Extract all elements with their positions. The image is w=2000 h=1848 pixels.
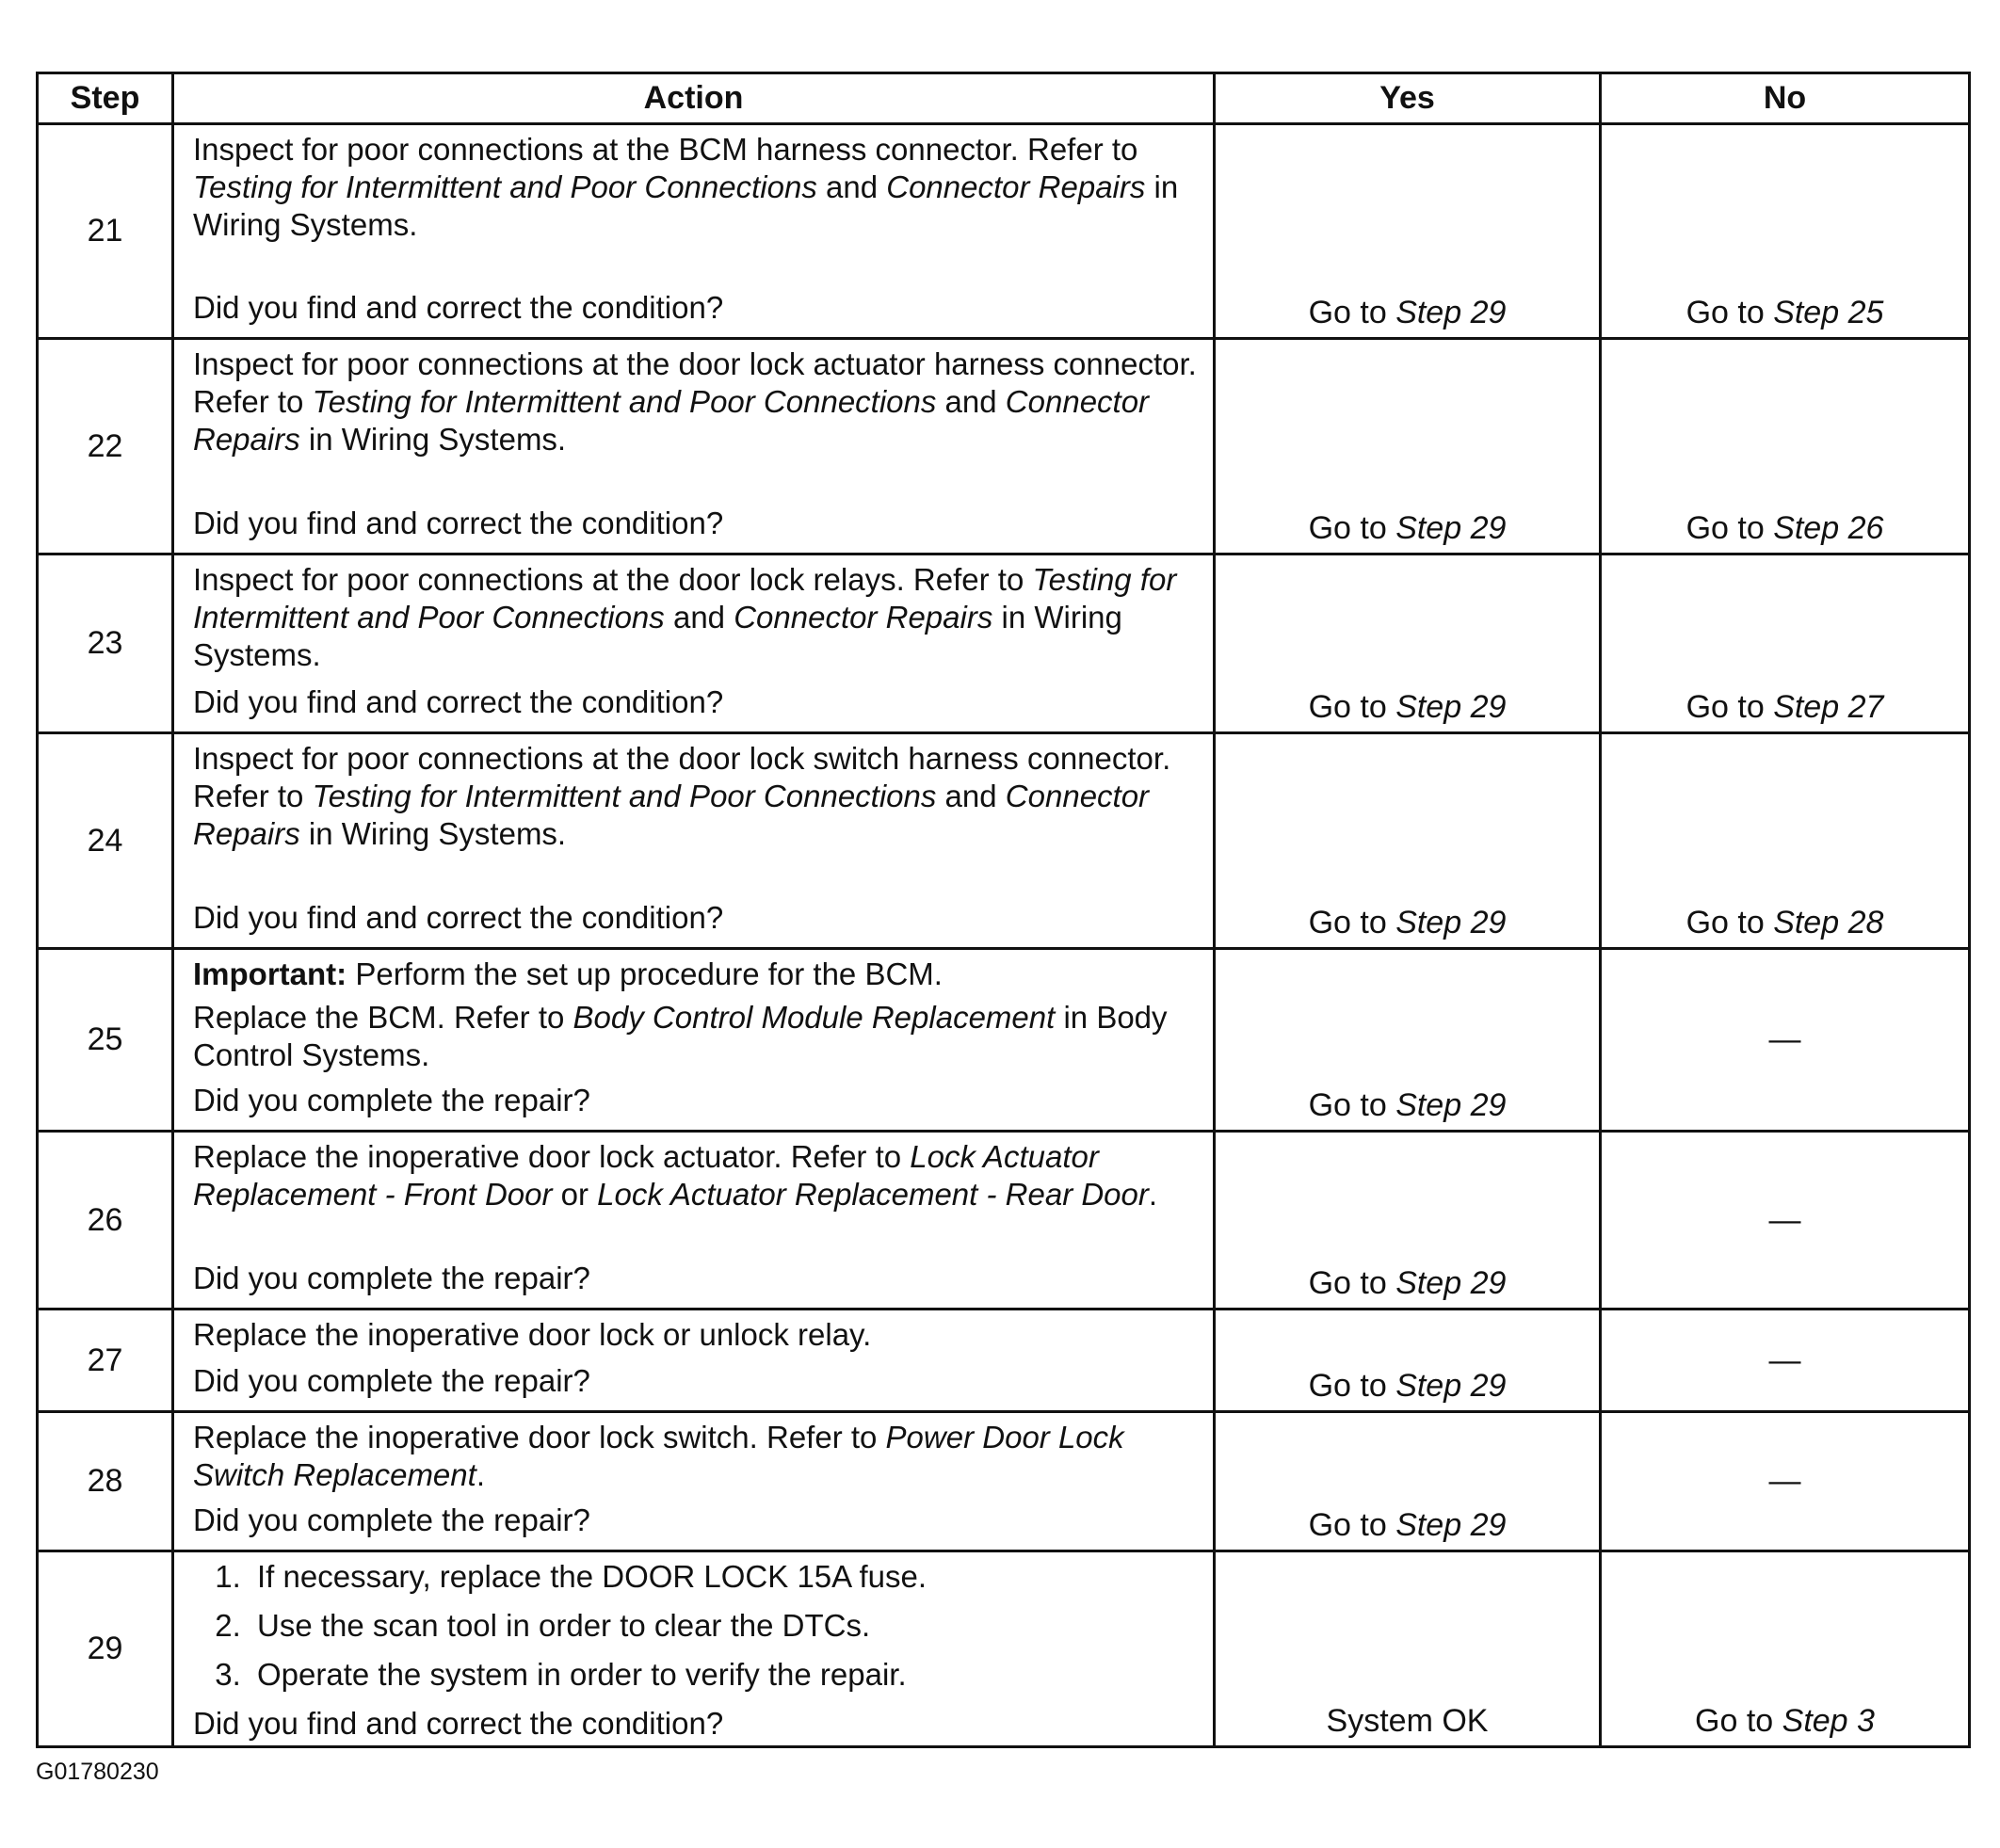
action-question: Did you complete the repair? <box>193 1083 590 1117</box>
italic-reference: Body Control Module Replacement <box>573 1000 1056 1035</box>
figure-id: G01780230 <box>36 1759 159 1785</box>
action-cell <box>173 1132 1215 1310</box>
action-cell <box>173 1551 1215 1747</box>
text-run: and <box>664 600 734 635</box>
action-paragraph <box>193 1419 1200 1494</box>
italic-reference: Step 3 <box>1782 1703 1875 1739</box>
text-run: Inspect for poor connections at the door lock switch harness connector. Refer to <box>193 741 1171 813</box>
italic-reference: Step 29 <box>1395 905 1507 940</box>
action-paragraph <box>193 1316 1200 1354</box>
yes-result <box>1215 733 1601 949</box>
header-yes: Yes <box>1215 73 1601 124</box>
italic-reference: Step 27 <box>1773 689 1884 725</box>
yes-result <box>1215 949 1601 1132</box>
text-run: Inspect for poor connections at the door lock relays. Refer to <box>193 562 1033 597</box>
italic-reference: Step 25 <box>1773 295 1884 330</box>
action-question: Did you complete the repair? <box>193 1503 590 1537</box>
step-number: 23 <box>38 554 173 733</box>
step-number: 27 <box>38 1310 173 1412</box>
list-item: 1. If necessary, replace the DOOR LOCK 15A fuse. <box>250 1558 1200 1596</box>
text-run: in Wiring Systems. <box>193 169 1179 242</box>
action-cell <box>173 339 1215 554</box>
text-run: Replace the inoperative door lock switch. Refer to <box>193 1420 886 1454</box>
step-number: 25 <box>38 949 173 1132</box>
text-run: Go to <box>1308 1507 1396 1543</box>
table-body <box>38 124 1970 1747</box>
text-run: and <box>936 779 1006 813</box>
text-run: Go to <box>1308 510 1396 546</box>
no-result <box>1601 554 1970 733</box>
action-instructions <box>193 561 1200 680</box>
action-instructions <box>193 1558 1200 1705</box>
header-row <box>38 73 1970 124</box>
text-run: — <box>1768 1201 1801 1238</box>
action-paragraph <box>193 561 1200 674</box>
italic-reference: Testing for Intermittent and Poor Connections <box>193 562 1177 635</box>
action-question: Did you find and correct the condition? <box>193 684 724 719</box>
action-instructions <box>193 1316 1200 1359</box>
text-run: System OK <box>1326 1703 1489 1739</box>
text-run: Perform the set up procedure for the BCM. <box>347 956 943 991</box>
text-run: Go to <box>1308 905 1396 940</box>
yes-result <box>1215 554 1601 733</box>
step-number: 21 <box>38 124 173 339</box>
action-instructions <box>193 1419 1200 1500</box>
action-paragraph <box>193 345 1200 458</box>
italic-reference: Connector Repairs <box>734 600 993 635</box>
list-item: 3. Operate the system in order to verify the repair. <box>250 1656 1200 1694</box>
text-run: or <box>552 1177 598 1212</box>
action-instructions <box>193 956 1200 1080</box>
text-run: Go to <box>1308 1265 1396 1301</box>
action-instructions <box>193 345 1200 464</box>
italic-reference: Step 29 <box>1395 1265 1507 1301</box>
text-run: Go to <box>1685 510 1774 546</box>
action-paragraph <box>193 999 1200 1074</box>
action-cell <box>173 554 1215 733</box>
header-no: No <box>1601 73 1970 124</box>
action-content <box>193 1138 1200 1297</box>
action-question: Did you complete the repair? <box>193 1261 590 1295</box>
action-content <box>193 1316 1200 1400</box>
italic-reference: Power Door Lock Switch Replacement <box>193 1420 1124 1492</box>
action-content <box>193 561 1200 721</box>
text-run: . <box>1148 1177 1158 1212</box>
step-number: 26 <box>38 1132 173 1310</box>
no-result <box>1601 949 1970 1132</box>
italic-reference: Testing for Intermittent and Poor Connections <box>312 384 937 419</box>
action-question: Did you find and correct the condition? <box>193 1706 724 1741</box>
text-run: Go to <box>1308 689 1396 725</box>
text-run: — <box>1768 1342 1801 1378</box>
header-step: Step <box>38 73 173 124</box>
action-instructions <box>193 1138 1200 1219</box>
text-run: in Wiring Systems. <box>299 422 567 457</box>
text-run: — <box>1768 1021 1801 1057</box>
text-run: Go to <box>1308 295 1396 330</box>
italic-reference: Step 29 <box>1395 295 1507 330</box>
list-item: 2. Use the scan tool in order to clear the DTCs. <box>250 1607 1200 1645</box>
step-number: 28 <box>38 1412 173 1551</box>
header-action: Action <box>173 73 1215 124</box>
bold-label: Important: <box>193 956 347 991</box>
action-paragraph <box>193 131 1200 244</box>
yes-result <box>1215 1412 1601 1551</box>
action-content <box>193 740 1200 937</box>
yes-result <box>1215 1551 1601 1747</box>
table-row <box>38 1412 1970 1551</box>
step-number: 24 <box>38 733 173 949</box>
action-content <box>193 1558 1200 1741</box>
action-question: Did you find and correct the condition? <box>193 506 724 540</box>
action-cell <box>173 733 1215 949</box>
text-run: Go to <box>1695 1703 1782 1739</box>
text-run: Go to <box>1685 905 1774 940</box>
action-cell <box>173 949 1215 1132</box>
action-instructions <box>193 740 1200 859</box>
text-run: — <box>1768 1463 1801 1499</box>
italic-reference: Step 29 <box>1395 1507 1507 1543</box>
italic-reference: Step 29 <box>1395 510 1507 546</box>
action-question: Did you find and correct the condition? <box>193 900 724 935</box>
italic-reference: Step 28 <box>1773 905 1884 940</box>
action-question: Did you find and correct the condition? <box>193 290 724 325</box>
table-row <box>38 1551 1970 1747</box>
text-run: in Wiring Systems. <box>299 816 567 851</box>
text-run: Replace the inoperative door lock or unlock relay. <box>193 1317 872 1352</box>
text-run: Replace the inoperative door lock actuator. Refer to <box>193 1139 911 1174</box>
action-paragraph <box>193 740 1200 853</box>
text-run: Go to <box>1308 1368 1396 1404</box>
action-paragraph <box>193 956 1200 993</box>
text-run: in Wiring Systems. <box>193 600 1122 672</box>
step-number: 22 <box>38 339 173 554</box>
no-result <box>1601 1132 1970 1310</box>
action-question: Did you complete the repair? <box>193 1363 590 1398</box>
table-row <box>38 1132 1970 1310</box>
italic-reference: Testing for Intermittent and Poor Connections <box>312 779 937 813</box>
text-run: and <box>936 384 1006 419</box>
table-row <box>38 124 1970 339</box>
action-cell <box>173 1412 1215 1551</box>
action-content <box>193 345 1200 542</box>
italic-reference: Connector Repairs <box>193 779 1150 851</box>
table-row <box>38 949 1970 1132</box>
table-row <box>38 339 1970 554</box>
no-result <box>1601 124 1970 339</box>
text-run: in Body Control Systems. <box>193 1000 1168 1072</box>
italic-reference: Connector Repairs <box>193 384 1150 457</box>
italic-reference: Step 29 <box>1395 1368 1507 1404</box>
no-result <box>1601 1412 1970 1551</box>
yes-result <box>1215 339 1601 554</box>
italic-reference: Step 26 <box>1773 510 1884 546</box>
text-run: Go to <box>1685 295 1774 330</box>
text-run: Inspect for poor connections at the door lock actuator harness connector. Refer to <box>193 346 1197 419</box>
text-run: Replace the BCM. Refer to <box>193 1000 573 1035</box>
italic-reference: Lock Actuator Replacement - Rear Door <box>597 1177 1149 1212</box>
italic-reference: Connector Repairs <box>886 169 1146 204</box>
yes-result <box>1215 1310 1601 1412</box>
diagnostic-table <box>36 72 1971 1748</box>
italic-reference: Lock Actuator Replacement - Front Door <box>193 1139 1099 1212</box>
italic-reference: Testing for Intermittent and Poor Connections <box>193 169 817 204</box>
step-number: 29 <box>38 1551 173 1747</box>
text-run: . <box>476 1457 485 1492</box>
action-content <box>193 1419 1200 1539</box>
action-cell <box>173 124 1215 339</box>
action-paragraph <box>193 1138 1200 1213</box>
action-instructions <box>193 131 1200 249</box>
action-steps-list <box>193 1558 1200 1694</box>
yes-result <box>1215 124 1601 339</box>
text-run: Inspect for poor connections at the BCM harness connector. Refer to <box>193 132 1138 167</box>
italic-reference: Step 29 <box>1395 1087 1507 1123</box>
action-content <box>193 131 1200 327</box>
text-run: and <box>816 169 887 204</box>
table-row <box>38 554 1970 733</box>
action-content <box>193 956 1200 1119</box>
yes-result <box>1215 1132 1601 1310</box>
no-result <box>1601 1551 1970 1747</box>
table-row <box>38 1310 1970 1412</box>
text-run: Go to <box>1685 689 1774 725</box>
italic-reference: Step 29 <box>1395 689 1507 725</box>
text-run: Go to <box>1308 1087 1396 1123</box>
no-result <box>1601 733 1970 949</box>
table-row <box>38 733 1970 949</box>
no-result <box>1601 339 1970 554</box>
no-result <box>1601 1310 1970 1412</box>
action-cell <box>173 1310 1215 1412</box>
